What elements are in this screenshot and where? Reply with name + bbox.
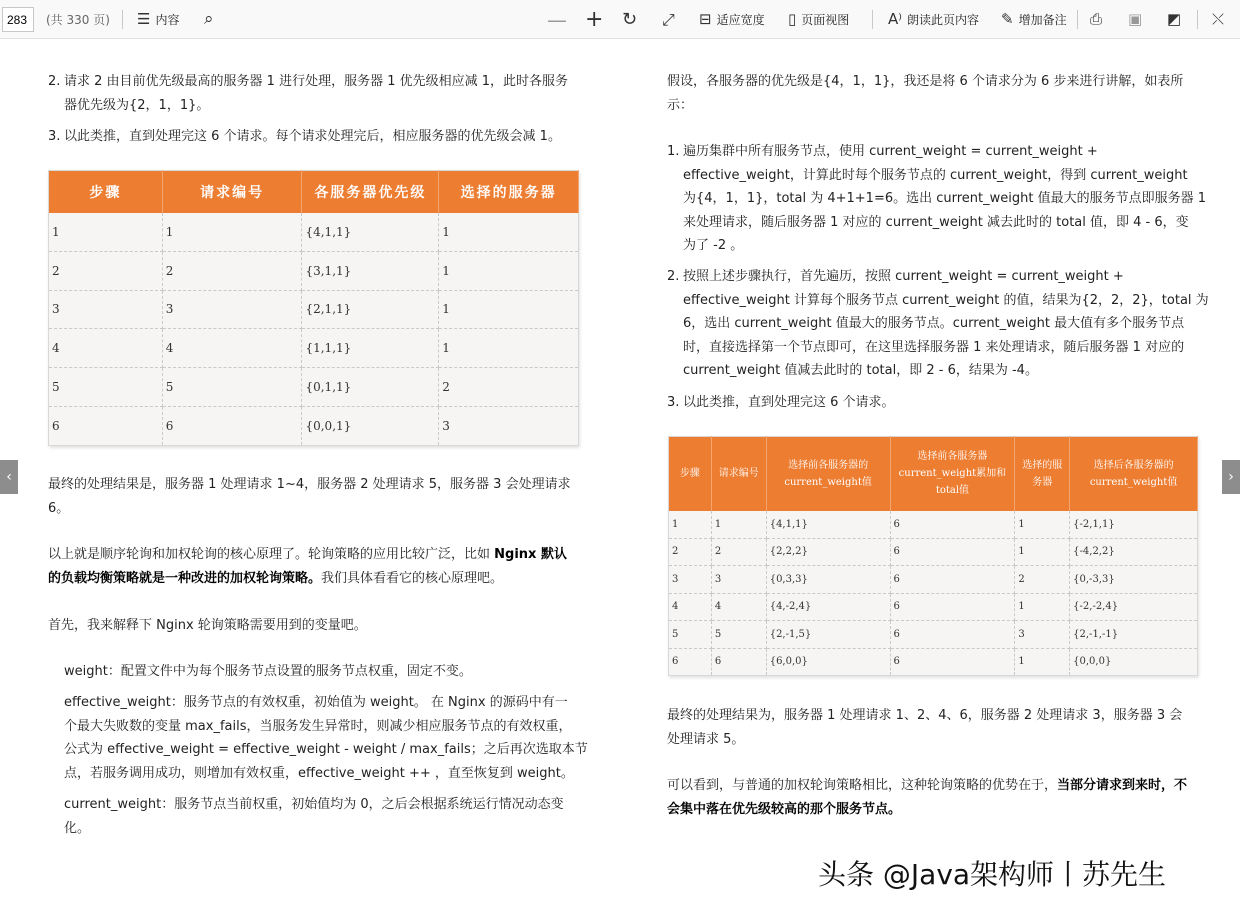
fit-width-button[interactable]	[699, 0, 765, 39]
table-cell: 1	[669, 511, 712, 539]
table-cell: 1	[1015, 538, 1070, 566]
table-cell: 2	[1015, 566, 1070, 594]
table-cell: 6	[890, 648, 1015, 676]
table-row	[669, 538, 1198, 566]
table-row	[49, 329, 579, 368]
table-cell: 5	[711, 621, 766, 649]
variable-current-weight: current_weight：服务节点当前权重，初始值均为 0，之后会根据系统运行情况动态变 化。	[64, 797, 564, 836]
table-cell: 6	[711, 648, 766, 676]
page-view-button[interactable]	[788, 0, 849, 39]
variable-weight: weight：配置文件中为每个服务节点设置的服务节点权重，固定不变。	[64, 664, 472, 679]
table-cell: {2,2,2}	[766, 538, 890, 566]
table-header: 请求编号	[162, 171, 302, 213]
table-cell: {3,1,1}	[302, 251, 439, 290]
minus-icon: —	[547, 7, 567, 32]
table-cell: 4	[49, 329, 163, 368]
table-cell: {-4,2,2}	[1070, 538, 1198, 566]
table-cell: 1	[1015, 593, 1070, 621]
read-aloud-icon: A⁾	[888, 10, 902, 28]
table-cell: 1	[711, 511, 766, 539]
table-cell: 1	[439, 251, 579, 290]
table-cell: {2,1,1}	[302, 290, 439, 329]
add-note-button[interactable]	[1001, 0, 1067, 39]
table-header: 步骤	[669, 437, 712, 511]
table-cell: 1	[1015, 511, 1070, 539]
rotate-icon: ↻	[622, 8, 638, 30]
table-cell: 2	[162, 251, 302, 290]
table-cell: 1	[49, 213, 163, 252]
table-cell: {0,0,0}	[1070, 648, 1198, 676]
table-cell: 4	[711, 593, 766, 621]
table-cell: {4,-2,4}	[766, 593, 890, 621]
table-cell: 4	[669, 593, 712, 621]
table-cell: {0,3,3}	[766, 566, 890, 594]
list-item: 3. 以此类推，直到处理完这 6 个请求。每个请求处理完后，相应服务器的优先级会减 1。	[48, 129, 561, 144]
read-aloud-label: 朗读此页内容	[906, 13, 979, 27]
table-cell: 6	[890, 621, 1015, 649]
fit-width-label: 适应宽度	[716, 13, 765, 27]
table-cell: {6,0,0}	[766, 648, 890, 676]
table-cell: {0,-3,3}	[1070, 566, 1198, 594]
page-number-input[interactable]	[2, 7, 34, 32]
table-row	[669, 566, 1198, 594]
table-cell: 1	[439, 329, 579, 368]
table-row	[669, 621, 1198, 649]
page-view-label: 页面视图	[801, 13, 850, 27]
table-cell: {-2,-2,4}	[1070, 593, 1198, 621]
pin-off-icon: ⤬	[1212, 10, 1225, 28]
table-cell: 3	[439, 406, 579, 445]
watermark: 头条 @Java架构师丨苏先生	[818, 858, 1167, 891]
table-row	[49, 213, 579, 252]
list-icon: ☰	[137, 10, 151, 28]
zoom-out-button[interactable]	[547, 0, 572, 39]
paragraph: 最终的处理结果为，服务器 1 处理请求 1、2、4、6，服务器 2 处理请求 3，服务器 3 会 处理请求 5。	[667, 708, 1183, 747]
table-cell: 6	[49, 406, 163, 445]
table-cell: 5	[162, 368, 302, 407]
table-cell: 1	[162, 213, 302, 252]
table-header: 步骤	[49, 171, 163, 213]
previous-page-button[interactable]	[0, 460, 18, 494]
table-cell: {4,1,1}	[302, 213, 439, 252]
table-cell: 1	[439, 213, 579, 252]
toolbar-divider	[1197, 10, 1198, 29]
read-aloud-button[interactable]	[888, 0, 979, 39]
toolbar-divider	[872, 10, 873, 29]
table-header: 选择的服务器	[439, 171, 579, 213]
table-cell: 3	[669, 566, 712, 594]
table-row	[49, 368, 579, 407]
current-weight-table	[668, 436, 1198, 676]
plus-icon: +	[585, 6, 604, 32]
table-row	[669, 593, 1198, 621]
save-button[interactable]	[1128, 0, 1147, 39]
toolbar-divider	[122, 10, 123, 29]
contents-label: 内容	[155, 13, 180, 27]
search-button[interactable]	[204, 0, 219, 39]
print-icon: ⎙	[1090, 10, 1103, 28]
chevron-right-icon: ›	[1228, 469, 1234, 485]
table-cell: {2,-1,-1}	[1070, 621, 1198, 649]
table-row	[669, 648, 1198, 676]
table-cell: 5	[669, 621, 712, 649]
table-cell: 2	[439, 368, 579, 407]
rotate-button[interactable]	[622, 0, 642, 39]
reader-toolbar	[0, 0, 1240, 39]
toolbar-divider	[1077, 10, 1078, 29]
table-cell: 3	[711, 566, 766, 594]
table-header: 选择后各服务器的 current_weight值	[1070, 437, 1198, 511]
table-row	[49, 290, 579, 329]
search-icon: ⌕	[204, 9, 214, 29]
fit-width-icon: ⊟	[699, 10, 712, 28]
priority-table	[48, 170, 579, 446]
next-page-button[interactable]	[1222, 460, 1240, 494]
table-cell: {4,1,1}	[766, 511, 890, 539]
table-cell: {0,1,1}	[302, 368, 439, 407]
table-header-row	[49, 171, 579, 213]
table-header-row	[669, 437, 1198, 511]
table-row	[49, 251, 579, 290]
table-cell: 5	[49, 368, 163, 407]
table-cell: 4	[162, 329, 302, 368]
table-cell: 6	[162, 406, 302, 445]
paragraph: 可以看到，与普通的加权轮询策略相比，这种轮询策略的优势在于，当部分请求到来时，不 会集中落在优先级较高的那个服务节点。	[667, 778, 1188, 817]
table-cell: {1,1,1}	[302, 329, 439, 368]
table-cell: 2	[49, 251, 163, 290]
table-cell: 3	[49, 290, 163, 329]
paragraph: 首先，我来解释下 Nginx 轮询策略需要用到的变量吧。	[48, 618, 367, 633]
page-total-label: (共 330 页)	[46, 13, 110, 27]
table-cell: 2	[711, 538, 766, 566]
table-cell: 6	[890, 538, 1015, 566]
table-header: 选择前各服务器的 current_weight值	[766, 437, 890, 511]
table-cell: 6	[890, 593, 1015, 621]
contents-button[interactable]	[137, 0, 179, 39]
table-cell: {0,0,1}	[302, 406, 439, 445]
expand-icon: ⤢	[662, 9, 675, 29]
table-header: 选择的服务器	[1015, 437, 1070, 511]
page-view-icon: ▯	[788, 10, 797, 28]
table-header: 选择前各服务器 current_weight累加和 total值	[890, 437, 1015, 511]
paragraph: 以上就是顺序轮询和加权轮询的核心原理了。轮询策略的应用比较广泛，比如 Nginx 默认 的负载均衡策略就是一种改进的加权轮询策略。我们具体看看它的核心原理吧。	[48, 547, 567, 586]
paragraph: 假设，各服务器的优先级是{4，1，1}，我还是将 6 个请求分为 6 步来进行讲解，如表所 示：	[667, 74, 1184, 113]
table-cell: 3	[1015, 621, 1070, 649]
table-cell: {-2,1,1}	[1070, 511, 1198, 539]
zoom-in-button[interactable]	[585, 0, 608, 39]
table-row	[49, 406, 579, 445]
table-row	[669, 511, 1198, 539]
fullscreen-button[interactable]	[662, 0, 680, 39]
add-note-label: 增加备注	[1018, 13, 1067, 27]
list-item: 3. 以此类推，直到处理完这 6 个请求。	[667, 395, 895, 410]
more-tools-button[interactable]	[1212, 0, 1229, 39]
save-icon: ▣	[1128, 10, 1143, 28]
table-cell: 1	[1015, 648, 1070, 676]
variable-effective-weight: effective_weight：服务节点的有效权重，初始值为 weight。 在 Nginx 的源码中有一 个最大失败数的变量 max_fails，当服务发生异常时，则减少相应服务节点的有效权重， 公式为 effective_weight = effective_weight - weight / max_fails；之后再次选取本节 点，若服务调用成功，则增加有效权重，effective_weight ++ ，直至恢复到 weight。	[64, 695, 588, 781]
table-header: 请求编号	[711, 437, 766, 511]
table-cell: 6	[669, 648, 712, 676]
print-button[interactable]	[1090, 0, 1107, 39]
table-cell: 3	[162, 290, 302, 329]
paragraph: 最终的处理结果是，服务器 1 处理请求 1~4，服务器 2 处理请求 5，服务器 3 会处理请求 6。	[48, 477, 571, 516]
save-as-button[interactable]	[1167, 0, 1186, 39]
save-as-icon: ◩	[1167, 10, 1182, 28]
list-item: 2. 请求 2 由目前优先级最高的服务器 1 进行处理，服务器 1 优先级相应减 1，此时各服务 器优先级为{2，1，1}。	[48, 74, 569, 113]
list-item: 1. 遍历集群中所有服务节点，使用 current_weight = current_weight + effective_weight，计算此时每个服务节点的 current_weight，得到 current_weight 为{4，1，1}，total 为 4+1+1=6。选出 current_weight 值最大的服务节点即服务器 1 来处理请求，随后服务器 1 对应的 current_weight 减去此时的 total 值，即 4 - 6，变 为了 -2 。	[667, 144, 1207, 253]
table-cell: 2	[669, 538, 712, 566]
pen-icon: ✎	[1001, 10, 1014, 28]
list-item: 2. 按照上述步骤执行，首先遍历，按照 current_weight = current_weight + effective_weight 计算每个服务节点 current_weight 的值，结果为{2，2，2}，total 为 6，选出 current_weight 值最大的服务节点。current_weight 最大值有多个服务节点 时，直接选择第一个节点即可，在这里选择服务器 1 来处理请求，随后服务器 1 对应的 current_weight 值减去此时的 total，即 2 - 6，结果为 -4。	[667, 269, 1209, 378]
table-cell: 6	[890, 511, 1015, 539]
table-cell: 6	[890, 566, 1015, 594]
chevron-left-icon: ‹	[6, 469, 12, 485]
table-cell: 1	[439, 290, 579, 329]
table-header: 各服务器优先级	[302, 171, 439, 213]
table-cell: {2,-1,5}	[766, 621, 890, 649]
